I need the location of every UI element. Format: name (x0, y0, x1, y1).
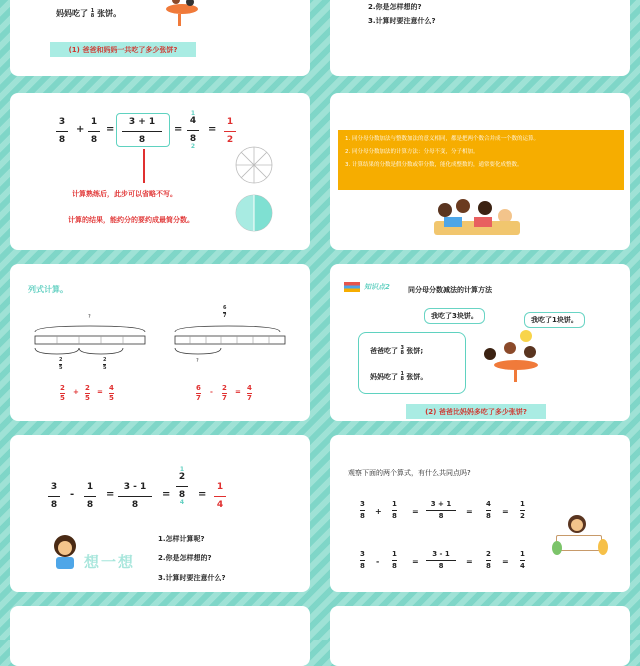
speech-bubble-mom: 我吃了1块饼。 (524, 312, 585, 328)
question-3: 3.计算时要注意什么? (158, 574, 226, 582)
eq-a-frac2: 2 5 (85, 384, 90, 402)
question-2: 2.你是怎样想的? (158, 554, 212, 562)
question-2: 2.你是怎样想的? (368, 3, 422, 11)
fraction-sum: 3 + 1 8 (122, 118, 162, 145)
info-box (358, 332, 466, 394)
equals-sign: = (106, 124, 115, 135)
slide-4 (330, 93, 630, 250)
diagram-a-right-frac: 2 5 (103, 357, 107, 371)
fraction-diff: 3 - 1 8 (118, 483, 152, 510)
slide-2 (330, 0, 630, 76)
slide1-line: 妈妈吃了 1 8 张饼。 (56, 7, 122, 19)
family-illustration (160, 0, 204, 26)
diagram-a-top: ? (88, 314, 91, 320)
r1-d: 4 8 (486, 500, 491, 520)
students-illustration (434, 199, 524, 245)
slide-6 (330, 264, 630, 421)
books-icon (344, 282, 360, 292)
slide-7 (10, 435, 310, 592)
question-3: 3.计算时要注意什么? (368, 17, 436, 25)
r2-op: - (376, 557, 380, 566)
eq-b-result: 4 7 (247, 384, 252, 402)
summary-item-3: 3. 计算结果的分数是假分数或带分数，能化成整数的，通常要化成整数。 (345, 161, 523, 168)
slide-1 (10, 0, 310, 76)
r2-c: 3 - 1 8 (426, 551, 456, 570)
r1-c: 3 + 1 8 (426, 501, 456, 520)
r2-eq3: = (502, 557, 509, 566)
fraction-2-8: 1 2 8 4 (176, 467, 188, 506)
summary-item-2: 2. 同分母分数加法的计算方法：分母不变，分子相加。 (345, 148, 479, 155)
slide-8 (330, 435, 630, 592)
mom-line: 妈妈吃了 1 8 张饼。 (370, 371, 428, 382)
plus-sign: + (76, 124, 85, 135)
arrow-down (143, 149, 145, 183)
fraction-1-2: 1 2 (224, 118, 236, 145)
equals-sign-3: = (208, 124, 217, 135)
eq-a-frac1: 2 5 (60, 384, 65, 402)
fraction-1-4: 1 4 (214, 483, 226, 510)
eq-b-op: - (210, 388, 213, 396)
knowledge-tag: 知识点2 (344, 282, 390, 292)
r1-eq3: = (502, 507, 509, 516)
family-table-illustration (480, 330, 550, 384)
eq-b-frac2: 2 7 (222, 384, 227, 402)
fraction-3-8: 3 8 (56, 118, 68, 145)
r1-e: 1 2 (520, 500, 525, 520)
r1-eq1: = (412, 507, 419, 516)
diagram-b-left: ? (196, 358, 199, 364)
r2-eq1: = (412, 557, 419, 566)
eq-a-op: + (73, 388, 79, 396)
slide-10 (330, 606, 630, 666)
bar-diagram-b (170, 314, 290, 374)
think-title: 想一想 (84, 553, 136, 571)
slide6-title: 同分母分数减法的计算方法 (408, 286, 492, 294)
slide5-title: 列式计算。 (28, 285, 68, 294)
eq-a-eq: = (97, 388, 103, 396)
r2-e: 1 4 (520, 550, 525, 570)
r2-a: 3 8 (360, 550, 365, 570)
note-1: 计算熟练后，此步可以省略不写。 (72, 190, 177, 198)
r1-op: + (375, 507, 382, 516)
fraction-1-8: 1 8 (88, 118, 100, 145)
minus-sign: - (70, 489, 75, 500)
slide-5 (10, 264, 310, 421)
fraction-1-8: 1 8 (84, 483, 96, 510)
slide-3 (10, 93, 310, 250)
r2-d: 2 8 (486, 550, 491, 570)
note-2: 计算的结果，能约分的要约成最简分数。 (68, 216, 194, 224)
slide8-title: 观察下面的两个算式，有什么共同点吗? (348, 469, 471, 477)
equals-sign: = (106, 489, 115, 500)
eq-b-frac1: 6 7 (196, 384, 201, 402)
summary-box (338, 130, 624, 190)
summary-item-1: 1. 同分母分数加法与整数加法的意义相同，都是把两个数合并成一个数的运算。 (345, 136, 539, 142)
equals-sign-2: = (174, 124, 183, 135)
r1-a: 3 8 (360, 500, 365, 520)
question-1: 1.怎样计算呢? (158, 535, 205, 543)
r1-b: 1 8 (392, 500, 397, 520)
fraction-3-8: 3 8 (48, 483, 60, 510)
question-bar: (1) 爸爸和妈妈一共吃了多少张饼? (50, 42, 196, 57)
pie-half (234, 193, 274, 233)
diagram-a-left-frac: 2 5 (59, 357, 63, 371)
eq-a-result: 4 5 (109, 384, 114, 402)
diagram-b-top: 6 7 (223, 305, 227, 319)
speech-bubble-dad: 我吃了3块饼。 (424, 308, 485, 324)
dad-line: 爸爸吃了 3 8 张饼; (370, 345, 424, 356)
equals-sign-3: = (198, 489, 207, 500)
r2-b: 1 8 (392, 550, 397, 570)
reading-girl-illustration (552, 515, 612, 563)
fraction-4-8: 1 4 8 2 (187, 111, 199, 150)
question-bar-2: (2) 爸爸比妈妈多吃了多少张饼? (406, 404, 546, 419)
eq-b-eq: = (235, 388, 241, 396)
slide-9 (10, 606, 310, 666)
r2-eq2: = (466, 557, 473, 566)
equals-sign-2: = (162, 489, 171, 500)
bar-diagram-a (30, 314, 150, 374)
thinking-kid-icon (50, 535, 78, 569)
r1-eq2: = (466, 507, 473, 516)
pie-eighths-1 (234, 145, 274, 185)
